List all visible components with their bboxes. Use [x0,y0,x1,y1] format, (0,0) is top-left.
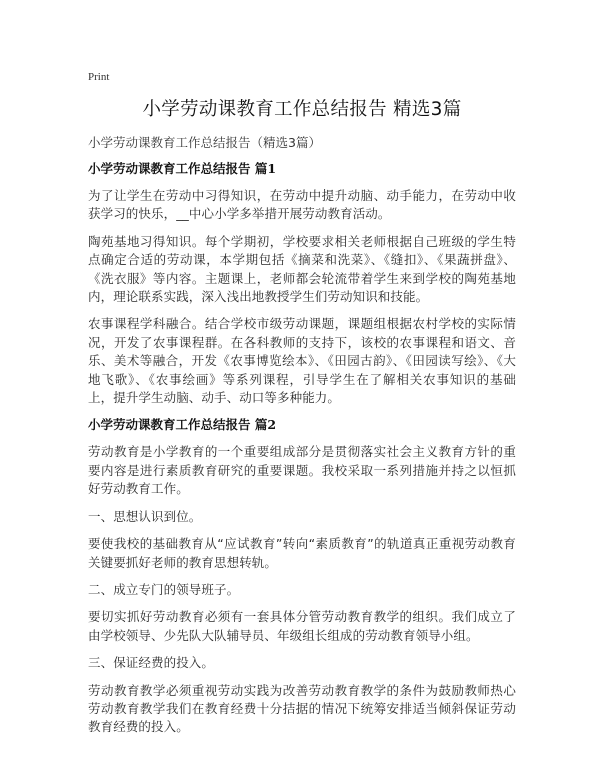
paragraph: 劳动教育教学必须重视劳动实践为改善劳动教育教学的条件为鼓励教师热心劳动教育教学我们在教育经费十分拮据的情况下统筹安排适当倾斜保证劳动教育经费的投入。 [88,682,516,735]
subheading-paragraph: 一、思想认识到位。 [88,508,202,524]
section-heading: 小学劳动课教育工作总结报告 篇1 [88,161,277,176]
section-heading: 小学劳动课教育工作总结报告 篇2 [88,417,277,433]
section-1 [88,160,516,407]
document-subtitle: 小学劳动课教育工作总结报告（精选3篇） [88,135,321,150]
paragraph: 为了让学生在劳动中习得知识，在劳动中提升动脑、动手能力，在劳动中收获学习的快乐，__中心小学多举措开展劳动教育活动。 [88,188,516,222]
paragraph: 陶苑基地习得知识。每个学期初，学校要求相关老师根据自己班级的学生特点确定合适的劳动课，本学期包括《摘菜和洗菜》、《缝扣》、《果蔬拼盘》、《洗衣服》等内容。主题课上，老师都会轮流带着学生来到学校的陶苑基地内，理论联系实践，深入浅出地教授学生们劳动知识和技能。 [88,233,516,305]
document-page [88,70,516,746]
section-2 [88,416,516,736]
paragraph: 劳动教育是小学教育的一个重要组成部分是贯彻落实社会主义教育方针的重要内容是进行素质教育研究的重要课题。我校采取一系列措施并持之以恒抓好劳动教育工作。 [88,444,516,497]
print-link[interactable]: Print [88,71,110,83]
document-title: 小学劳动课教育工作总结报告 精选3篇 [142,99,462,120]
subheading-paragraph: 二、成立专门的领导班子。 [88,581,240,597]
paragraph: 要切实抓好劳动教育必须有一套具体分管劳动教育教学的组织。我们成立了由学校领导、少先队大队辅导员、年级组长组成的劳动教育领导小组。 [88,609,516,643]
paragraph: 要使我校的基础教育从“应试教育”转向“素质教育”的轨道真正重视劳动教育关键要抓好老师的教育思想转轨。 [88,536,516,570]
subheading-paragraph: 三、保证经费的投入。 [88,655,215,671]
paragraph: 农事课程学科融合。结合学校市级劳动课题，课题组根据农村学校的实际情况，开发了农事课程群。在各科教师的支持下，该校的农事课程和语文、音乐、美术等融合，开发《农事博览绘本》、《田园古韵》、《田园读写绘》、《大地飞歌》、《农事绘画》等系列课程，引导学生在了解相关农事知识的基础上，提升学生动脑、动手、动口等多种能力。 [88,316,516,406]
